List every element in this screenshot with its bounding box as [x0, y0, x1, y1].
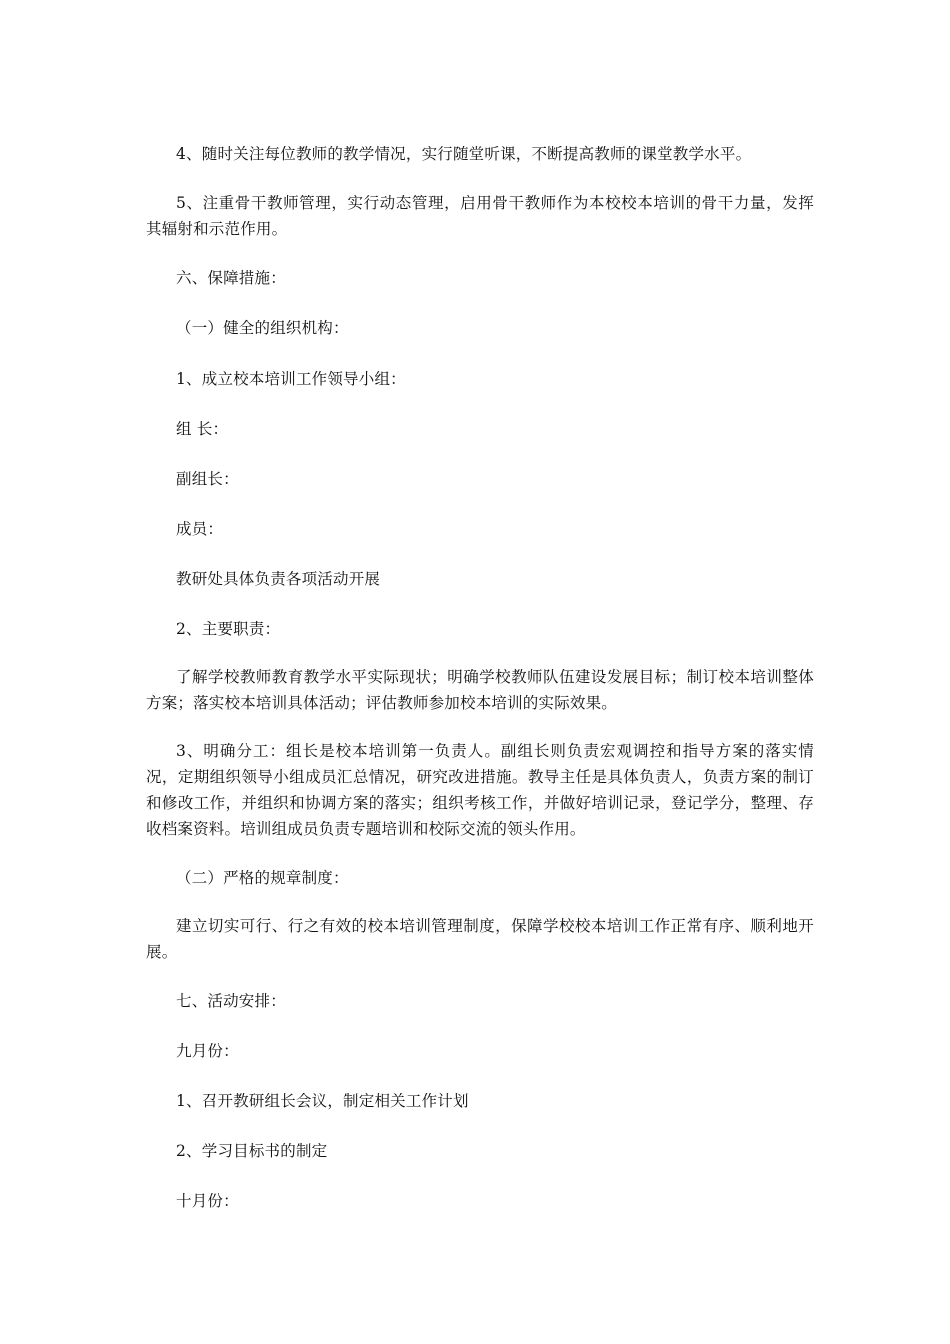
paragraph-leadership-group: 1、成立校本培训工作领导小组： [176, 370, 406, 388]
paragraph-observe-teaching: 4、随时关注每位教师的教学情况，实行随堂听课，不断提高教师的课堂教学水平。 [176, 145, 752, 163]
paragraph-division-of-labor: 3、明确分工：组长是校本培训第一负责人。副组长则负责宏观调控和指导方案的落实情况，定期组织领导小组成员汇总情况，研究改进措施。教导主任是具体负责人，负责方案的制订和修改工作，并组织和协调方案的落实；组织考核工作，并做好培训记录，登记学分，整理、存收档案资料。培训组成员负责专题培训和校际交流的领头作用。 [146, 742, 814, 838]
list-item-target-book: 2、学习目标书的制定 [176, 1142, 328, 1160]
heading-safeguard-measures: 六、保障措施： [176, 269, 286, 287]
label-members: 成员： [176, 520, 224, 538]
label-september: 九月份： [176, 1042, 239, 1060]
paragraph-research-office: 教研处具体负责各项活动开展 [176, 570, 381, 588]
paragraph-regulations-detail: 建立切实可行、行之有效的校本培训管理制度，保障学校校本培训工作正常有序、顺利地开展。 [146, 917, 814, 961]
heading-regulations: （二）严格的规章制度： [176, 869, 349, 887]
paragraph-backbone-teachers: 5、注重骨干教师管理，实行动态管理，启用骨干教师作为本校校本培训的骨干力量，发挥其辐射和示范作用。 [146, 194, 814, 238]
heading-activity-schedule: 七、活动安排： [176, 992, 286, 1010]
paragraph-duties-detail: 了解学校教师教育教学水平实际现状；明确学校教师队伍建设发展目标；制订校本培训整体方案；落实校本培训具体活动；评估教师参加校本培训的实际效果。 [146, 668, 814, 712]
label-group-leader: 组 长： [176, 420, 229, 438]
list-item-meeting: 1、召开教研组长会议，制定相关工作计划 [176, 1092, 469, 1110]
label-deputy-leader: 副组长： [176, 470, 239, 488]
heading-main-duties: 2、主要职责： [176, 620, 281, 638]
label-october: 十月份： [176, 1192, 239, 1210]
heading-organization: （一）健全的组织机构： [176, 319, 349, 337]
